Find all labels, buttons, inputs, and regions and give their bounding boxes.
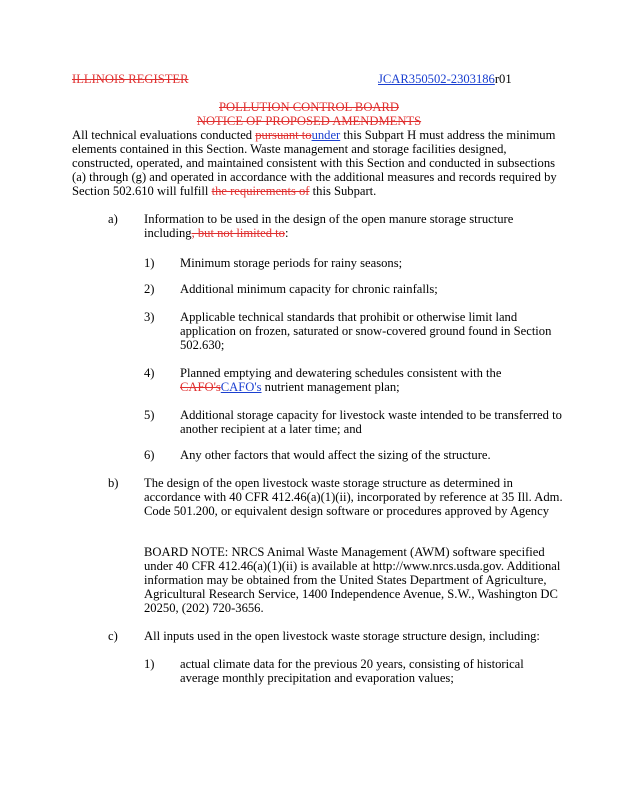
a-item-5-label: 5) bbox=[144, 408, 155, 422]
section-b-text: The design of the open livestock waste storage structure as determined in accordance with 40 CFR 412.46(a)(1)(ii), incorporated by reference at 35 Ill. Adm. Code 501.200, or equivalent design software or procedures approved by Agency bbox=[144, 476, 563, 518]
c-item-1-label: 1) bbox=[144, 657, 155, 671]
section-b-label: b) bbox=[108, 476, 119, 490]
section-c-label: c) bbox=[108, 629, 118, 643]
section-b-board-note: BOARD NOTE: NRCS Animal Waste Management (AWM) software specified under 40 CFR 412.46(a)(1)(ii) is available at http://www.nrcs.usda.gov. Additional information may be obtained from the United States Department of Agriculture, Agricultural Research Service, 1400 Independence Avenue, S.W., Washington DC 20250, (202) 720-3656. bbox=[144, 545, 561, 615]
board-title-deleted: POLLUTION CONTROL BOARD bbox=[218, 100, 400, 114]
a-item-3-label: 3) bbox=[144, 310, 155, 324]
a-item-5-text: Additional storage capacity for livestock waste intended to be transferred to another recipient at a later time; and bbox=[180, 408, 562, 436]
a-item-6-label: 6) bbox=[144, 448, 155, 462]
a-item-3-text: Applicable technical standards that prohibit or otherwise limit land application on frozen, saturated or snow-covered ground found in Section 502.630; bbox=[180, 310, 552, 352]
header-register-deleted: ILLINOIS REGISTER bbox=[72, 72, 189, 86]
intro-inserted-under: under bbox=[311, 128, 341, 142]
a-item-6-text: Any other factors that would affect the sizing of the structure. bbox=[180, 448, 491, 462]
section-a-label: a) bbox=[108, 212, 118, 226]
section-c-text: All inputs used in the open livestock waste storage structure design, including: bbox=[144, 629, 540, 643]
header-jcar-inserted: JCAR350502-2303186 bbox=[378, 72, 495, 86]
intro-deleted-requirements: the requirements of bbox=[211, 184, 310, 198]
intro-deleted-pursuant: pursuant to bbox=[255, 128, 312, 142]
a-item-4-inserted: CAFO's bbox=[220, 380, 262, 394]
notice-title-deleted: NOTICE OF PROPOSED AMENDMENTS bbox=[196, 114, 422, 128]
a-item-2-text: Additional minimum capacity for chronic rainfalls; bbox=[180, 282, 438, 296]
header-jcar-suffix: r01 bbox=[494, 72, 512, 86]
c-item-1-text: actual climate data for the previous 20 years, consisting of historical average monthly precipitation and evaporation values; bbox=[180, 657, 524, 685]
header-jcar-code bbox=[378, 72, 512, 86]
a-item-1-text: Minimum storage periods for rainy seasons; bbox=[180, 256, 403, 270]
a-item-1-label: 1) bbox=[144, 256, 155, 270]
section-a-deleted: , but not limited to bbox=[191, 226, 285, 240]
section-a-text: Information to be used in the design of the open manure storage structure including, but not limited to: bbox=[144, 212, 514, 240]
a-item-4-text: Planned emptying and dewatering schedules consistent with the CAFO'sCAFO's nutrient management plan; bbox=[180, 366, 502, 394]
intro-paragraph: All technical evaluations conducted pursuant tounder this Subpart H must address the minimum elements contained in this Section. Waste management and storage facilities designed, constructed, operated, and maintained consistent with this Section and conducted in subsections (a) through (g) and operated in accordance with the additional measures and records required by Section 502.610 will fulfill the requirements of this Subpart. bbox=[72, 128, 557, 198]
a-item-4-deleted: CAFO's bbox=[180, 380, 221, 394]
a-item-4-label: 4) bbox=[144, 366, 155, 380]
a-item-2-label: 2) bbox=[144, 282, 155, 296]
